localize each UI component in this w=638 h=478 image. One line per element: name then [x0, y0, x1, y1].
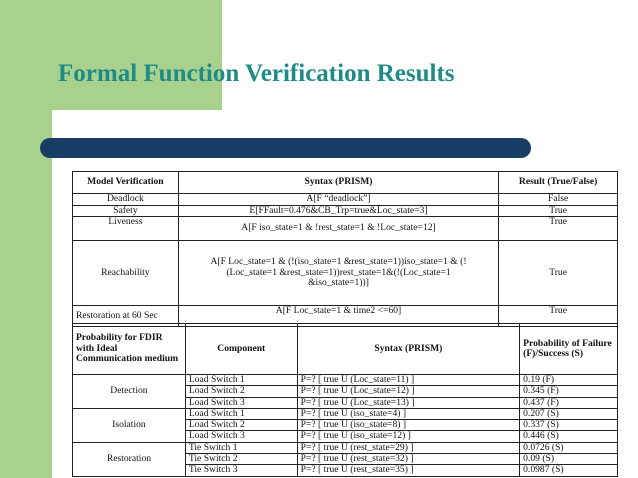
component-cell: Load Switch 2 [185, 420, 297, 431]
column-header: Result (True/False) [499, 172, 618, 194]
group-cell: Restoration [73, 442, 186, 476]
result-cell: 0.207 (S) [520, 408, 618, 419]
result-cell: 0.19 (F) [520, 375, 618, 386]
model-cell: Deadlock [73, 194, 179, 206]
component-cell: Load Switch 2 [185, 386, 297, 397]
table-row [73, 205, 618, 217]
result-cell: 0.446 (S) [520, 431, 618, 442]
decorative-green-block [0, 0, 222, 110]
component-cell: Load Switch 1 [185, 375, 297, 386]
syntax-cell: A[F iso_state=1 & !rest_state=1 & !Loc_state=12] [178, 217, 498, 241]
result-cell: True [499, 205, 618, 217]
table-row [73, 375, 618, 386]
table-row [73, 442, 618, 453]
syntax-cell: P=? [ true U (rest_state=35) ] [297, 465, 519, 476]
component-cell: Tie Switch 3 [185, 465, 297, 476]
syntax-cell: P=? [ true U (Loc_state=12) ] [297, 386, 519, 397]
component-cell: Tie Switch 1 [185, 442, 297, 453]
fdir-probability-table [72, 323, 618, 477]
table-header-row [73, 324, 618, 375]
result-cell: False [499, 194, 618, 206]
table-row [73, 408, 618, 419]
model-cell: Safety [73, 205, 179, 217]
result-cell: 0.0987 (S) [520, 465, 618, 476]
result-cell: 0.0726 (S) [520, 442, 618, 453]
syntax-cell: A[F “deadlock”] [178, 194, 498, 206]
column-header: Syntax (PRISM) [297, 324, 519, 375]
group-cell: Detection [73, 375, 186, 409]
syntax-cell: P=? [ true U (Loc_state=13) ] [297, 397, 519, 408]
decorative-green-strip [0, 110, 52, 478]
model-cell: Restoration at 60 Sec [73, 306, 179, 327]
column-header: Syntax (PRISM) [178, 172, 498, 194]
table-row [73, 241, 618, 306]
decorative-blue-bar [40, 138, 531, 158]
table-header-row [73, 172, 618, 194]
result-cell: 0.337 (S) [520, 420, 618, 431]
slide-title: Formal Function Verification Results [58, 60, 455, 87]
column-header: Probability of Failure (F)/Success (S) [520, 324, 618, 375]
syntax-cell: P=? [ true U (Loc_state=11) ] [297, 375, 519, 386]
syntax-cell: P=? [ true U (iso_state=8) ] [297, 420, 519, 431]
result-cell: True [499, 217, 618, 241]
column-header: Probability for FDIR with Ideal Communication medium [73, 324, 186, 375]
syntax-cell: E[FFault=0.476&CB_Trp=true&Loc_state=3] [178, 205, 498, 217]
syntax-cell: P=? [ true U (rest_state=32) ] [297, 454, 519, 465]
column-header: Model Verification [73, 172, 179, 194]
table-row [73, 194, 618, 206]
result-cell: 0.437 (F) [520, 397, 618, 408]
group-cell: Isolation [73, 408, 186, 442]
result-cell: 0.09 (S) [520, 454, 618, 465]
syntax-cell: A[F Loc_state=1 & time2 <=60] [178, 306, 498, 327]
component-cell: Load Switch 3 [185, 397, 297, 408]
result-cell: True [499, 241, 618, 306]
syntax-cell: P=? [ true U (iso_state=12) ] [297, 431, 519, 442]
result-cell: True [499, 306, 618, 327]
verification-table [72, 171, 618, 327]
syntax-cell: P=? [ true U (iso_state=4) ] [297, 408, 519, 419]
component-cell: Tie Switch 2 [185, 454, 297, 465]
table-row [73, 217, 618, 241]
syntax-cell: A[F Loc_state=1 & (!(iso_state=1 &rest_state=1))iso_state=1 & (!(Loc_state=1 &rest_state=1))rest_state=1&(!(Loc_state=1 &iso_state=1))] [178, 241, 498, 306]
component-cell: Load Switch 1 [185, 408, 297, 419]
syntax-cell: P=? [ true U (rest_state=29) ] [297, 442, 519, 453]
model-cell: Reachability [73, 241, 179, 306]
component-cell: Load Switch 3 [185, 431, 297, 442]
model-cell: Liveness [73, 217, 179, 241]
column-header: Component [185, 324, 297, 375]
result-cell: 0.345 (F) [520, 386, 618, 397]
